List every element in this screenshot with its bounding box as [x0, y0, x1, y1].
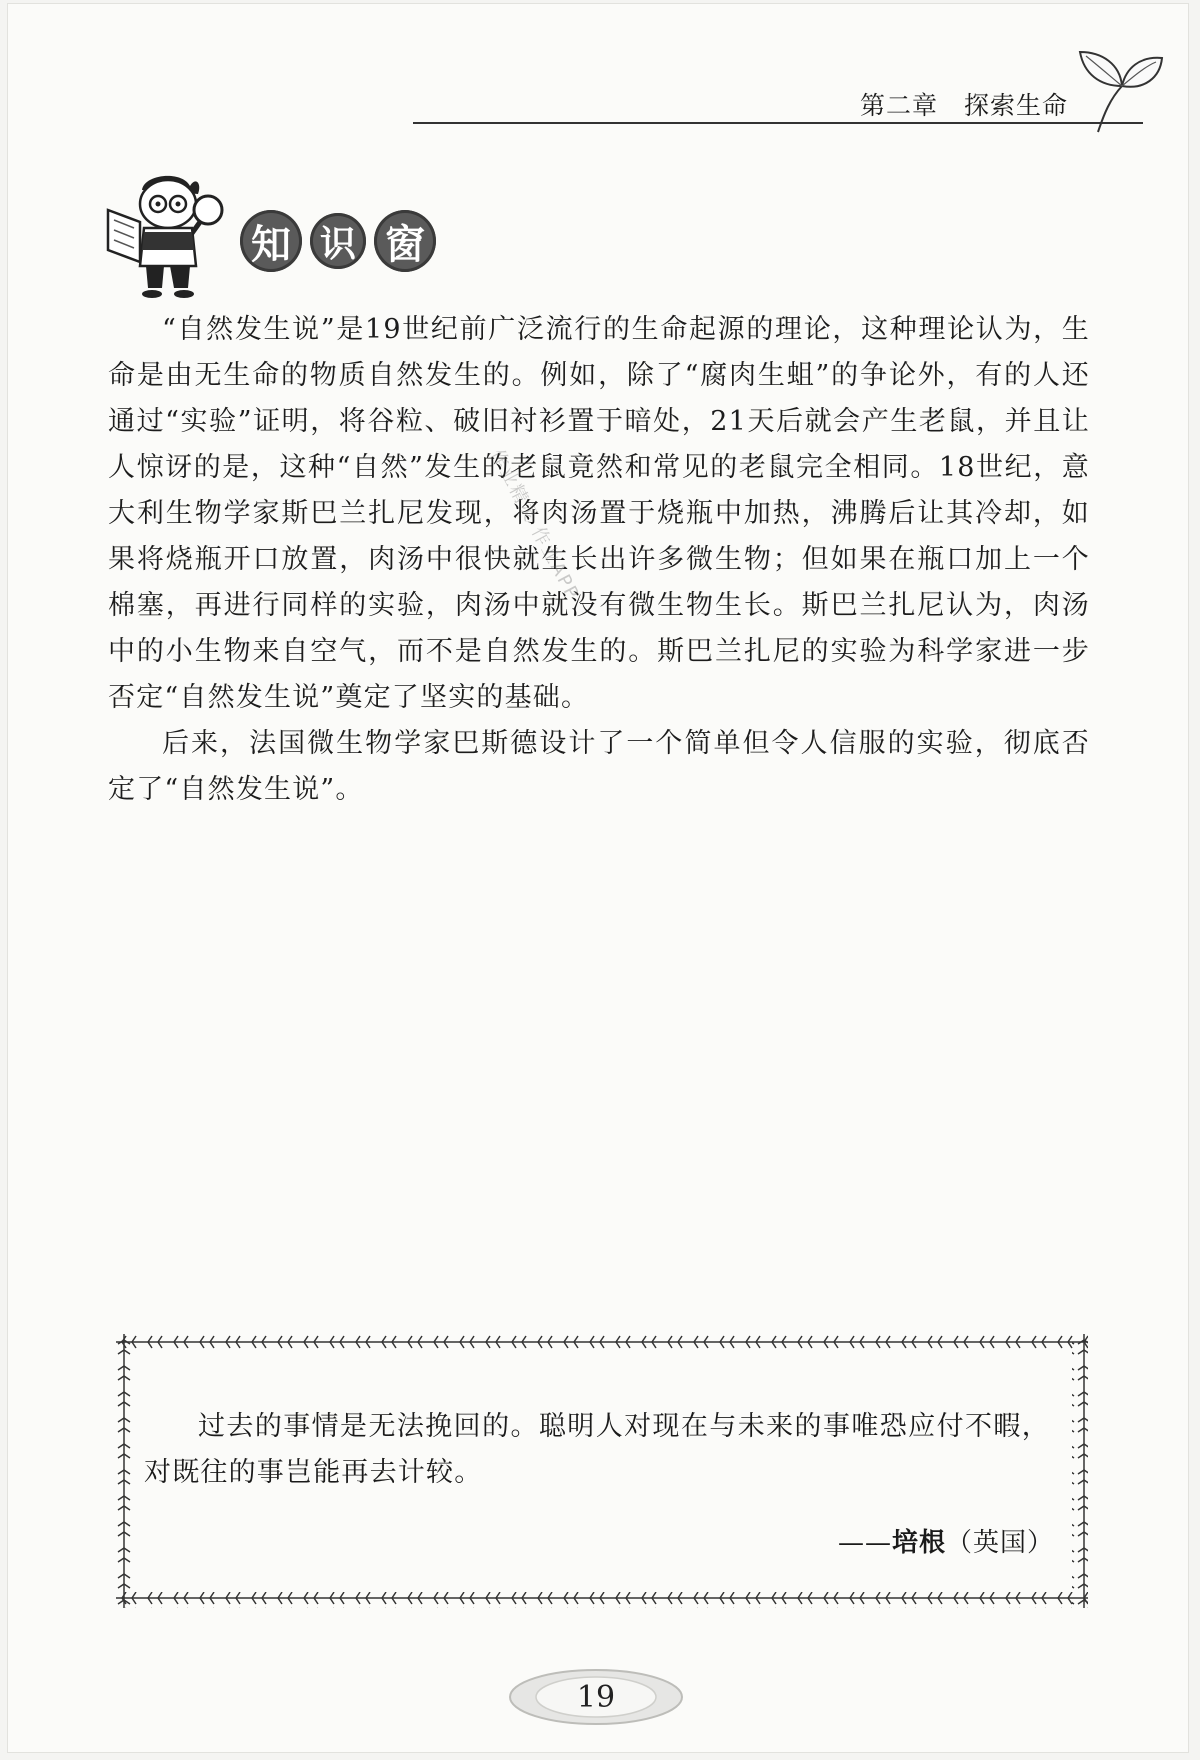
- title-char: 知: [240, 210, 302, 272]
- quote-box: [116, 1334, 1088, 1608]
- section-title-knowledge-window: [240, 209, 436, 273]
- watermark-text: 作业精灵 作业APP: [485, 445, 584, 604]
- quote-paragraph: 过去的事情是无法挽回的。聪明人对现在与未来的事唯恐应付不暇，对既往的事岂能再去计较。: [144, 1411, 1050, 1488]
- chapter-title: 第二章 探索生命: [859, 91, 1068, 120]
- title-char: 窗: [374, 210, 436, 272]
- quote-dash: ——: [837, 1528, 892, 1558]
- textbook-page: [8, 4, 1188, 1752]
- header-rule: [413, 122, 1143, 124]
- body-paragraph: “自然发生说”是19世纪前广泛流行的生命起源的理论，这种理论认为，生命是由无生命的物质自然发生的。例如，除了“腐肉生蛆”的争论外，有的人还通过“实验”证明，将谷粒、破旧衬衫置于暗处，21天后就会产生老鼠，并且让人惊讶的是，这种“自然”发生的老鼠竟然和常见的老鼠完全相同。18世纪，意大利生物学家斯巴兰扎尼发现，将肉汤置于烧瓶中加热，沸腾后让其冷却，如果将烧瓶开口放置，肉汤中很快就生长出许多微生物；但如果在瓶口加上一个棉塞，再进行同样的实验，肉汤中就没有微生物生长。斯巴兰扎尼认为，肉汤中的小生物来自空气，而不是自然发生的。斯巴兰扎尼的实验为科学家进一步否定“自然发生说”奠定了坚实的基础。: [108, 314, 1090, 713]
- quote-author-name: 培根: [891, 1528, 946, 1558]
- reading-child-icon: [104, 170, 234, 300]
- title-char: 识: [310, 213, 366, 269]
- quote-attribution: [838, 1522, 1054, 1559]
- body-text: [108, 307, 1090, 813]
- body-paragraph: 后来，法国微生物学家巴斯德设计了一个简单但令人信服的实验，彻底否定了“自然发生说”。: [108, 728, 1090, 805]
- page-number: 19: [576, 1679, 616, 1715]
- quote-author-origin: （英国）: [945, 1528, 1054, 1558]
- quote-text: [144, 1404, 1050, 1496]
- sprout-leaf-icon: [1070, 44, 1170, 134]
- page-number-badge: [508, 1668, 684, 1726]
